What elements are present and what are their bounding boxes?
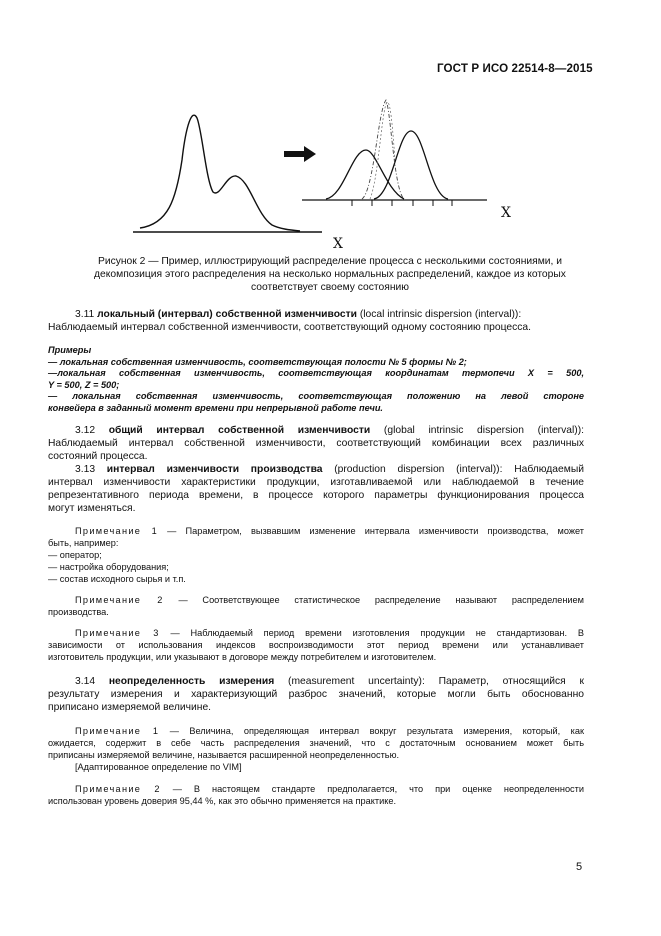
right-axis-label: X <box>501 205 511 221</box>
section-3-12 <box>48 424 584 463</box>
note-text: ожидается, содержит в себе часть распределения значений, что с достаточным основанием может быть <box>48 738 584 748</box>
note-text: изготовитель продукции, или указывают в договоре между потребителем и изготовителем. <box>48 652 437 662</box>
component-dashed-curve <box>370 102 395 199</box>
section-3-11 <box>48 308 584 334</box>
term-english: (measurement uncertainty): Параметр, относящийся к <box>274 676 584 687</box>
term-english: (production dispersion (interval)): Наблюдаемый <box>322 464 584 475</box>
example-item: — локальная собственная изменчивость, соответствующая полости № 5 формы № 2; <box>48 356 467 367</box>
note-text: быть, например: <box>48 538 119 548</box>
note-source: [Адаптированное определение по VIM] <box>75 762 242 772</box>
term: интервал изменчивости производства <box>106 464 323 475</box>
note-text: — Параметром, вызвавшим изменение интервала изменчивости производства, может <box>158 526 584 536</box>
definition-text: репрезентативного периода времени, в процессе которого параметры функционирования процесса <box>48 490 584 501</box>
term: локальный (интервал) собственной изменчивости <box>97 309 357 320</box>
normal-distribution-curve-right <box>374 131 448 199</box>
note-text: приписаны измеряемой величине, называется расширенной неопределенностью. <box>48 750 400 760</box>
term: общий интервал собственной изменчивости <box>108 425 371 436</box>
note-label: Примечание 3 <box>75 628 160 638</box>
definition-text: Наблюдаемый интервал собственной изменчивости, соответствующий одному состоянию процесса. <box>48 322 532 333</box>
left-axis-label: X <box>333 236 343 252</box>
example-item-continued: Y = 500, Z = 500; <box>48 379 120 390</box>
term-english: (local intrinsic dispersion (interval)): <box>356 309 522 320</box>
note-2-3-13 <box>48 594 584 618</box>
example-item: — локальная собственная изменчивость, соответствующая положению на левой стороне <box>48 391 584 401</box>
note-text: — В настоящем стандарте предполагается, что при оценке неопределенности <box>160 784 584 794</box>
caption-line: Рисунок 2 — Пример, иллюстрирующий распределение процесса с несколькими состояниями, и <box>97 256 563 267</box>
section-number: 3.13 <box>75 464 96 475</box>
note-list-item: — состав исходного сырья и т.п. <box>48 574 186 584</box>
note-text: производства. <box>48 607 109 617</box>
definition-text: приписано измеряемой величине. <box>48 702 212 713</box>
section-number: 3.12 <box>75 425 96 436</box>
caption-line: соответствует своему состоянию <box>250 282 409 293</box>
term-english: (global intrinsic dispersion (interval)): <box>370 425 584 436</box>
definition-text: интервал изменчивости характеристики продукции, изготавливаемой или наблюдаемой в течение <box>48 477 584 488</box>
figure-caption <box>80 255 580 294</box>
note-1-3-13 <box>48 525 584 585</box>
examples-title: Примеры <box>48 345 92 355</box>
right-arrow-icon <box>284 146 316 162</box>
note-text: — Наблюдаемый период времени изготовления продукции не стандартизован. В <box>159 628 584 638</box>
note-list-item: — настройка оборудования; <box>48 562 169 572</box>
note-text: — Величина, определяющая интервал вокруг результата измерения, который, как <box>159 726 584 736</box>
note-list-item: — оператор; <box>48 550 102 560</box>
section-number: 3.11 <box>75 309 95 320</box>
note-text: зависимости от использования индексов воспроизводимости этот период времени или устанавливает <box>48 640 584 650</box>
figure-2-drawing <box>0 0 661 260</box>
section-3-14 <box>48 675 584 714</box>
note-2-3-14 <box>48 783 584 807</box>
note-label: Примечание 1 <box>75 526 159 536</box>
figure-2 <box>0 0 661 260</box>
document-header-id: ГОСТ Р ИСО 22514-8—2015 <box>437 62 593 75</box>
section-3-13 <box>48 463 584 515</box>
term: неопределенность измерения <box>108 676 275 687</box>
note-label: Примечание 1 <box>75 726 160 736</box>
note-text: — Соответствующее статистическое распределение называют распределением <box>163 595 584 605</box>
definition-text: состояний процесса. <box>48 451 148 462</box>
bimodal-distribution-curve <box>140 115 300 231</box>
definition-text: могут изменяться. <box>48 503 136 514</box>
total-distribution-dashed-curve <box>362 100 404 199</box>
page-number: 5 <box>576 861 583 873</box>
examples-block <box>48 345 584 414</box>
definition-text: результату измерения и характеризующий разброс значений, которые могли быть обоснованно <box>48 689 584 700</box>
example-item: —локальная собственная изменчивость, соответствующая координатам термопечи X = 500, <box>48 368 584 378</box>
definition-text: Наблюдаемый интервал собственной изменчивости, соответствующий комбинации всех различных <box>48 438 584 449</box>
note-1-3-14 <box>48 725 584 773</box>
caption-line: декомпозиция этого распределения на несколько нормальных распределений, каждое из которых <box>94 269 566 280</box>
normal-distribution-curve-left <box>326 150 404 199</box>
note-label: Примечание 2 <box>75 595 164 605</box>
note-3-3-13 <box>48 627 584 663</box>
section-number: 3.14 <box>75 676 96 687</box>
note-text: использован уровень доверия 95,44 %, как это обычно применяется на практике. <box>48 796 396 806</box>
example-item-continued: конвейера в заданный момент времени при непрерывной работе печи. <box>48 402 383 413</box>
note-label: Примечание 2 <box>75 784 161 794</box>
